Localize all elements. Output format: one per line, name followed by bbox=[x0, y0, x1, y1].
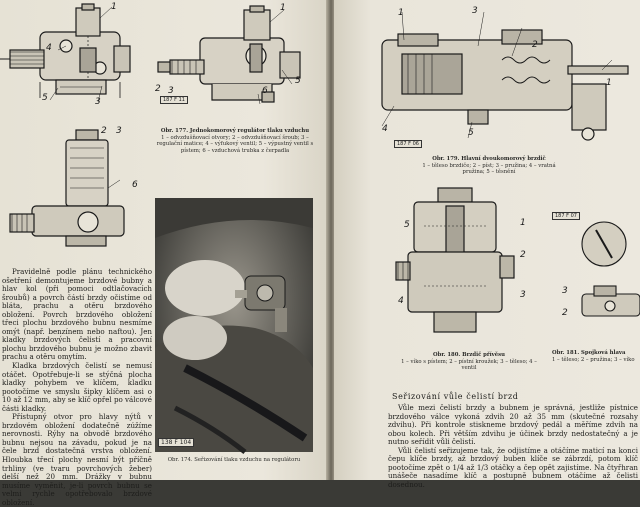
fig179-label-1: 1 bbox=[398, 8, 404, 18]
fig180-label-3: 3 bbox=[520, 290, 526, 300]
left-paragraph-1: Pravidelně podle plánu technického ošetření demontujeme brzdové bubny a hlav kol (při pomoci odtlačovacích šroubů) a povrch částí brzdy očistíme od bláta, prachu a otěru brzdového obložení. Povrch brzdového obložení třeci plochu brzdového bubnu nesmíme omýt (např. benzínem nebo naftou). Jen kladky brzdových čelistí a pracovní plochu brzdového bubnu je možno zbavit prachu a otěru omytím. bbox=[2, 267, 152, 362]
fig180-caption-body: 1 – víko s pístem; 2 – pístní kroužek; 3 – těleso; 4 – ventil bbox=[401, 358, 537, 371]
fig180-drawing bbox=[394, 186, 516, 346]
right-paragraph-1: Vůle mezi čelistí brzdy a bubnem je správná, jestliže pístnice brzdového válce vykoná zdvih 20 až 35 mm (skutečné rozsahy zdvihu). Při kontrole stiskneme brzdový pedál a měříme zdvih na obou kolech. Při větším zdvihu je účinek brzdy nedostatečný a je nutno seřídit vůli čelistí. bbox=[388, 403, 638, 447]
fig174-caption bbox=[155, 457, 313, 464]
fig181-caption-title: Obr. 181. Spojková hlava bbox=[552, 350, 626, 356]
fig179-label-5: 5 bbox=[468, 128, 474, 138]
fig177b-label-3: 3 bbox=[168, 86, 174, 96]
fig177-label-3: 3 bbox=[95, 97, 101, 107]
fig180-label-5: 5 bbox=[404, 220, 410, 230]
fig178-drawing bbox=[4, 124, 128, 252]
fig177-caption-title: Obr. 177. Jednokomorový regulátor tlaku vzduchu bbox=[160, 128, 310, 134]
fig180-label-2: 2 bbox=[520, 250, 526, 260]
fig179-caption-title: Obr. 179. Hlavní dvoukomorový brzdič bbox=[432, 156, 546, 162]
fig177-label-4: 4 bbox=[46, 43, 52, 53]
fig177b-label-6: 6 bbox=[262, 86, 268, 96]
fig178-label-2: 2 bbox=[101, 126, 107, 136]
fig180-caption bbox=[394, 352, 544, 372]
fig179-stamp: 187 F 06 bbox=[394, 140, 422, 148]
left-paragraph-3: Přístupný otvor pro hlavy nýtů v brzdovém obložení dodatečně zúžíme nerovnosti. Rýhy na obvodě brzdového bubnu nejsou na závadu, pokud je na čele brzd dostatečná vrstva obložení. Hloubka třecí plochy nesmí být příčně trhliny (ve tvaru povrchových žeber) delší než 20 mm. Drážky v bubnu musíme vyměnit, je-li povrch bubnu se velmi rychle opotřebovalo brzdové obložení. bbox=[2, 412, 152, 507]
fig177-stamp: 187 F 11 bbox=[160, 96, 188, 104]
fig179-drawing bbox=[372, 10, 630, 148]
fig177b-label-1: 1 bbox=[280, 3, 286, 13]
fig178-label-3: 3 bbox=[116, 126, 122, 136]
fig177b-label-2: 2 bbox=[155, 84, 161, 94]
fig181-caption-body: 1 – těleso; 2 – pružina; 3 – víko bbox=[552, 356, 635, 363]
fig177-drawing-a bbox=[0, 2, 135, 110]
right-page bbox=[334, 0, 640, 489]
fig174-caption-title: Obr. 174. Seřizování tlaku vzduchu na regulátoru bbox=[167, 457, 301, 463]
fig179-label-3: 3 bbox=[472, 6, 478, 16]
fig179-label-2: 2 bbox=[532, 40, 538, 50]
fig177b-label-5: 5 bbox=[295, 76, 301, 86]
fig177-label-5: 5 bbox=[42, 93, 48, 103]
left-paragraph-2: Kladka brzdových čelistí se nemusí otáčet. Opotřebuje-li se stýčná plocha kladky pohybem ve klíčem, kladku pootočíme ve smyslu šipky klíčem asi o 10 až 12 mm, aby se klíč opřel po válcové části kladky. bbox=[2, 361, 152, 413]
fig180-caption-title: Obr. 180. Brzdič přívěsu bbox=[433, 352, 505, 358]
left-body-text bbox=[2, 268, 152, 507]
fig179-caption-body: 1 – těleso brzdiče; 2 – píst; 3 – pružina; 4 – vratná pružina; 5 – těsnění bbox=[422, 162, 556, 175]
right-body-text bbox=[388, 404, 638, 489]
fig174-stamp: 138 F 104 bbox=[158, 438, 194, 447]
fig181-label-3: 3 bbox=[562, 286, 568, 296]
right-paragraph-2: Vůli čelistí seřizujeme tak, že odjistíme a otáčíme maticí na konci čepu klíče brzdy, až brzdový buben klíče se zábrzdí, potom klíč pootočíme zpět o 1/4 až 1/3 otáčky a čep opět zajistíme. Na čtyřhran unášeče nasadíme klíč a postupně bubnem otáčíme až čelisti dosednou. bbox=[388, 445, 638, 489]
fig174-photo bbox=[155, 198, 313, 452]
fig178-label-6: 6 bbox=[132, 180, 138, 190]
fig177-drawing-b bbox=[152, 4, 314, 108]
fig179-caption bbox=[414, 156, 564, 176]
fig181-stamp: 187 F 07 bbox=[552, 212, 580, 220]
fig177-caption-body: 1 – odvzdušňovací otvory; 2 – odvzdušňovací šroub; 3 – regulační matice; 4 – výfukový ventil; 5 – výpustný ventil s pístem; 6 – vzduchová trubka z čerpadla bbox=[156, 134, 314, 154]
fig179-label-4: 4 bbox=[382, 124, 388, 134]
fig181-label-2: 2 bbox=[562, 308, 568, 318]
fig181-caption bbox=[552, 350, 640, 363]
fig180-label-4: 4 bbox=[398, 296, 404, 306]
fig179-label-1b: 1 bbox=[606, 78, 612, 88]
fig177-label-1: 1 bbox=[111, 2, 117, 12]
fig177-caption bbox=[155, 128, 315, 154]
section-heading: Seřizování vůle čelistí brzd bbox=[392, 392, 519, 401]
fig180-label-1: 1 bbox=[520, 218, 526, 228]
